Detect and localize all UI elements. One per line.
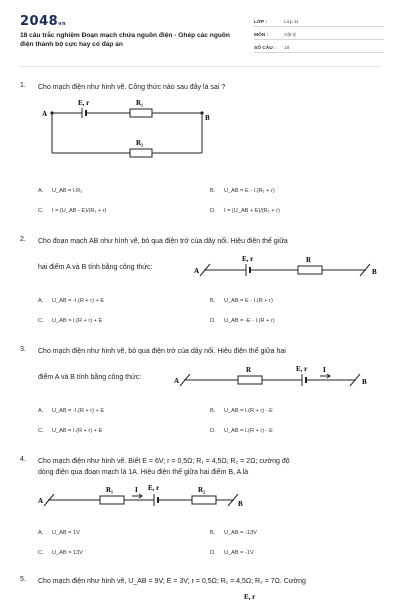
question-1 — [20, 82, 380, 222]
option-a[interactable] — [38, 188, 82, 194]
option-label: D. — [210, 550, 216, 556]
circuit-diagram-3 — [170, 362, 370, 394]
option-label: D. — [210, 318, 216, 324]
option-c[interactable] — [38, 550, 83, 556]
meta-key: LỚP : — [254, 20, 268, 25]
option-label: A. — [38, 298, 44, 304]
option-b[interactable] — [210, 298, 273, 304]
option-label: C. — [38, 550, 44, 556]
source-label: E, r — [296, 365, 308, 373]
point-b-label: B — [362, 378, 367, 386]
meta-class-row — [254, 14, 384, 27]
option-label: C. — [38, 208, 44, 214]
option-d[interactable] — [210, 428, 273, 434]
current-label: I — [135, 486, 138, 494]
source-label: E, r — [78, 99, 90, 107]
meta-value: Lớp 11 — [284, 20, 299, 25]
question-2 — [20, 236, 380, 336]
option-text: I = (U_AB - E)/(R₁ + r) — [52, 208, 107, 214]
resistor-label: R — [246, 366, 252, 374]
option-text: U_AB = -E - I.(R + r) — [224, 318, 275, 324]
question-text: Cho đoạn mạch AB như hình vẽ, bỏ qua điện trở của dây nối. Hiệu điện thế giữa — [38, 238, 288, 245]
page-header — [0, 0, 400, 60]
meta-count-row — [254, 40, 384, 53]
option-text: U_AB = -I.(R + r) + E — [52, 298, 105, 304]
question-text-line2: điểm A và B tính bằng công thức: — [38, 374, 142, 381]
question-number: 5. — [20, 576, 26, 583]
option-c[interactable] — [38, 208, 106, 214]
logo-text: 2048 — [20, 14, 59, 29]
option-text: U_AB = I.(R + r) + E — [52, 318, 103, 324]
question-number: 4. — [20, 456, 26, 463]
option-b[interactable] — [210, 530, 257, 536]
option-text: U_AB = I.(R + r) - E — [224, 428, 273, 434]
option-text: U_AB = -13V — [224, 530, 257, 536]
question-text: Cho mạch điện như hình vẽ, U_AB = 9V; E = 3V; r = 0,5Ω; R₁ = 4,5Ω; R₂ = 7Ω. Cường — [38, 578, 306, 585]
document-title: 18 câu trắc nghiệm Đoạn mạch chứa nguồn điện - Ghép các nguồn điện thành bộ cực hay có đáp án — [20, 32, 230, 48]
resistor-label: R — [306, 256, 312, 264]
source-label: E, r — [242, 255, 254, 263]
point-a-label: A — [38, 497, 44, 505]
option-label: B. — [210, 188, 216, 194]
option-text: U_AB = I.R₂ — [52, 188, 83, 194]
circuit-diagram-4 — [38, 482, 248, 510]
option-text: U_AB = I.(R + r) + E — [52, 428, 103, 434]
option-label: D. — [210, 428, 216, 434]
source-label: E, r — [244, 593, 256, 600]
meta-subject-row — [254, 27, 384, 40]
option-b[interactable] — [210, 408, 273, 414]
question-4 — [20, 456, 380, 566]
question-text: Cho mạch điện như hình vẽ. Công thức nào sau đây là sai ? — [38, 84, 226, 91]
option-label: C. — [38, 428, 44, 434]
meta-key: SỐ CÂU : — [254, 46, 276, 51]
site-logo[interactable] — [20, 14, 66, 29]
resistor-2-label: R₂ — [198, 486, 206, 494]
point-b-label: B — [205, 114, 210, 122]
header-divider — [20, 66, 380, 67]
option-d[interactable] — [210, 318, 275, 324]
option-label: B. — [210, 408, 216, 414]
option-c[interactable] — [38, 318, 102, 324]
option-d[interactable] — [210, 208, 280, 214]
question-text-line2: hai điểm A và B tính bằng công thức: — [38, 264, 153, 271]
option-text: I = (U_AB + E)/(R₁ + r) — [224, 208, 280, 214]
question-text: Cho mạch điện như hình vẽ, bỏ qua điện trở của dây nối. Hiệu điện thế giữa hai — [38, 348, 286, 355]
option-text: U_AB = -1V — [224, 550, 254, 556]
point-a-label: A — [194, 267, 200, 275]
option-text: U_AB = 1V — [52, 530, 80, 536]
resistor-2-label: R₂ — [136, 139, 144, 147]
option-a[interactable] — [38, 298, 104, 304]
point-b-label: B — [372, 268, 377, 276]
resistor-1-label: R₁ — [136, 99, 144, 107]
current-label: I — [323, 366, 326, 374]
meta-value: 18 — [284, 46, 290, 51]
option-label: B. — [210, 530, 216, 536]
question-5 — [20, 576, 380, 600]
question-number: 3. — [20, 346, 26, 353]
option-text: U_AB = 13V — [52, 550, 83, 556]
option-label: A. — [38, 530, 44, 536]
question-number: 1. — [20, 82, 26, 89]
option-text: U_AB = -I.(R + r) + E — [52, 408, 105, 414]
meta-value: Vật lý — [284, 33, 296, 38]
logo-suffix: vn — [58, 21, 67, 27]
point-b-label: B — [238, 500, 243, 508]
circuit-diagram-1 — [38, 93, 218, 163]
question-3 — [20, 346, 380, 446]
option-label: B. — [210, 298, 216, 304]
point-a-label: A — [174, 377, 180, 385]
meta-key: MÔN : — [254, 33, 269, 38]
option-c[interactable] — [38, 428, 102, 434]
option-label: C. — [38, 318, 44, 324]
point-a-label: A — [42, 110, 48, 118]
option-label: A. — [38, 408, 44, 414]
option-a[interactable] — [38, 408, 104, 414]
option-a[interactable] — [38, 530, 80, 536]
question-text-line2: dòng điện qua đoạn mạch là 1A. Hiệu điện thế giữa hai điểm B, A là — [38, 469, 249, 476]
circuit-diagram-5 — [240, 591, 270, 600]
option-text: U_AB = E - I.(R + r) — [224, 298, 273, 304]
document-meta — [254, 14, 384, 53]
question-text: Cho mạch điện như hình vẽ. Biết E = 6V; r = 0,5Ω; R₁ = 4,5Ω; R₂ = 2Ω; cường độ — [38, 458, 290, 465]
option-text: U_AB = I.(R + r) - E — [224, 408, 273, 414]
option-label: D. — [210, 208, 216, 214]
resistor-1-label: R₁ — [106, 486, 114, 494]
circuit-diagram-2 — [190, 252, 380, 284]
option-d[interactable] — [210, 550, 254, 556]
option-text: U_AB = E - I.(R₁ + r) — [224, 188, 275, 194]
option-b[interactable] — [210, 188, 275, 194]
source-label: E, r — [148, 484, 160, 492]
option-label: A. — [38, 188, 44, 194]
question-number: 2. — [20, 236, 26, 243]
